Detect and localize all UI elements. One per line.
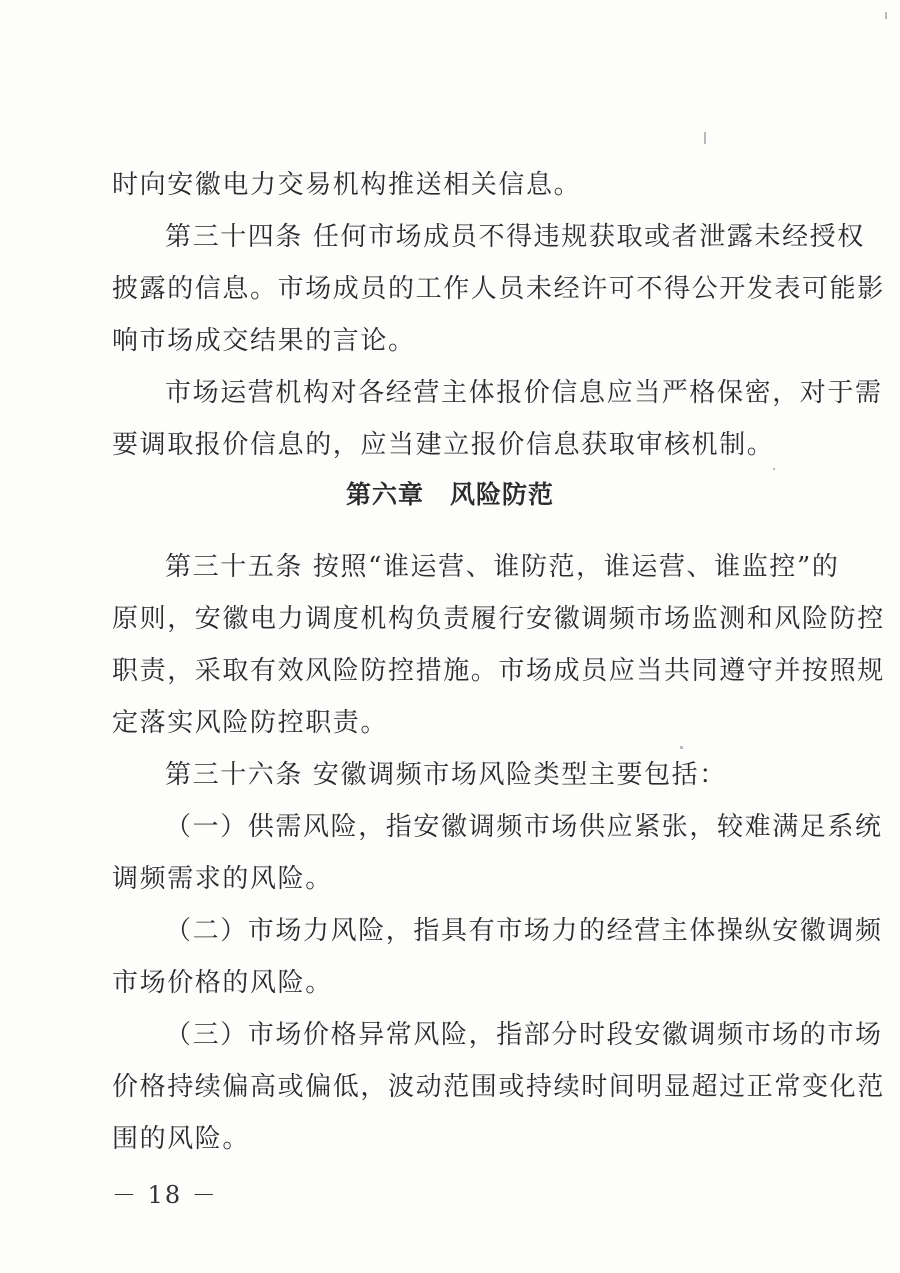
scan-speck (680, 746, 683, 749)
list-item-2-line: （二）市场力风险，指具有市场力的经营主体操纵安徽调频 (165, 916, 883, 946)
scan-speck (773, 468, 775, 470)
paragraph-line: 定落实风险防控职责。 (112, 708, 389, 738)
paragraph-line: 披露的信息。市场成员的工作人员未经许可不得公开发表可能影 (112, 274, 885, 304)
paragraph-line: 调频需求的风险。 (112, 864, 333, 894)
paragraph-line: 市场价格的风险。 (112, 968, 333, 998)
paragraph-line: 市场运营机构对各经营主体报价信息应当严格保密，对于需 (165, 378, 883, 408)
paragraph-line: 职责，采取有效风险防控措施。市场成员应当共同遵守并按照规 (112, 656, 885, 686)
paragraph-line: 响市场成交结果的言论。 (112, 326, 416, 356)
paragraph-line: 价格持续偏高或偏低，波动范围或持续时间明显超过正常变化范 (112, 1072, 885, 1102)
chapter-heading: 第六章 风险防范 (345, 480, 554, 509)
paragraph-line: 时向安徽电力交易机构推送相关信息。 (112, 170, 582, 200)
page-number: － 18 － (112, 1181, 218, 1209)
article-36-line: 第三十六条 安徽调频市场风险类型主要包括： (165, 760, 727, 790)
paragraph-line: 围的风险。 (112, 1124, 251, 1154)
paragraph-line: 原则，安徽电力调度机构负责履行安徽调频市场监测和风险防控 (112, 604, 885, 634)
scan-speck (885, 12, 887, 19)
article-35-line: 第三十五条 按照“谁运营、谁防范，谁运营、谁监控”的 (165, 552, 840, 582)
list-item-3-line: （三）市场价格异常风险，指部分时段安徽调频市场的市场 (165, 1020, 883, 1050)
article-34-line: 第三十四条 任何市场成员不得违规获取或者泄露未经授权 (165, 222, 865, 252)
scan-speck (704, 132, 706, 144)
list-item-1-line: （一）供需风险，指安徽调频市场供应紧张，较难满足系统 (165, 812, 883, 842)
paragraph-line: 要调取报价信息的，应当建立报价信息获取审核机制。 (112, 430, 775, 460)
